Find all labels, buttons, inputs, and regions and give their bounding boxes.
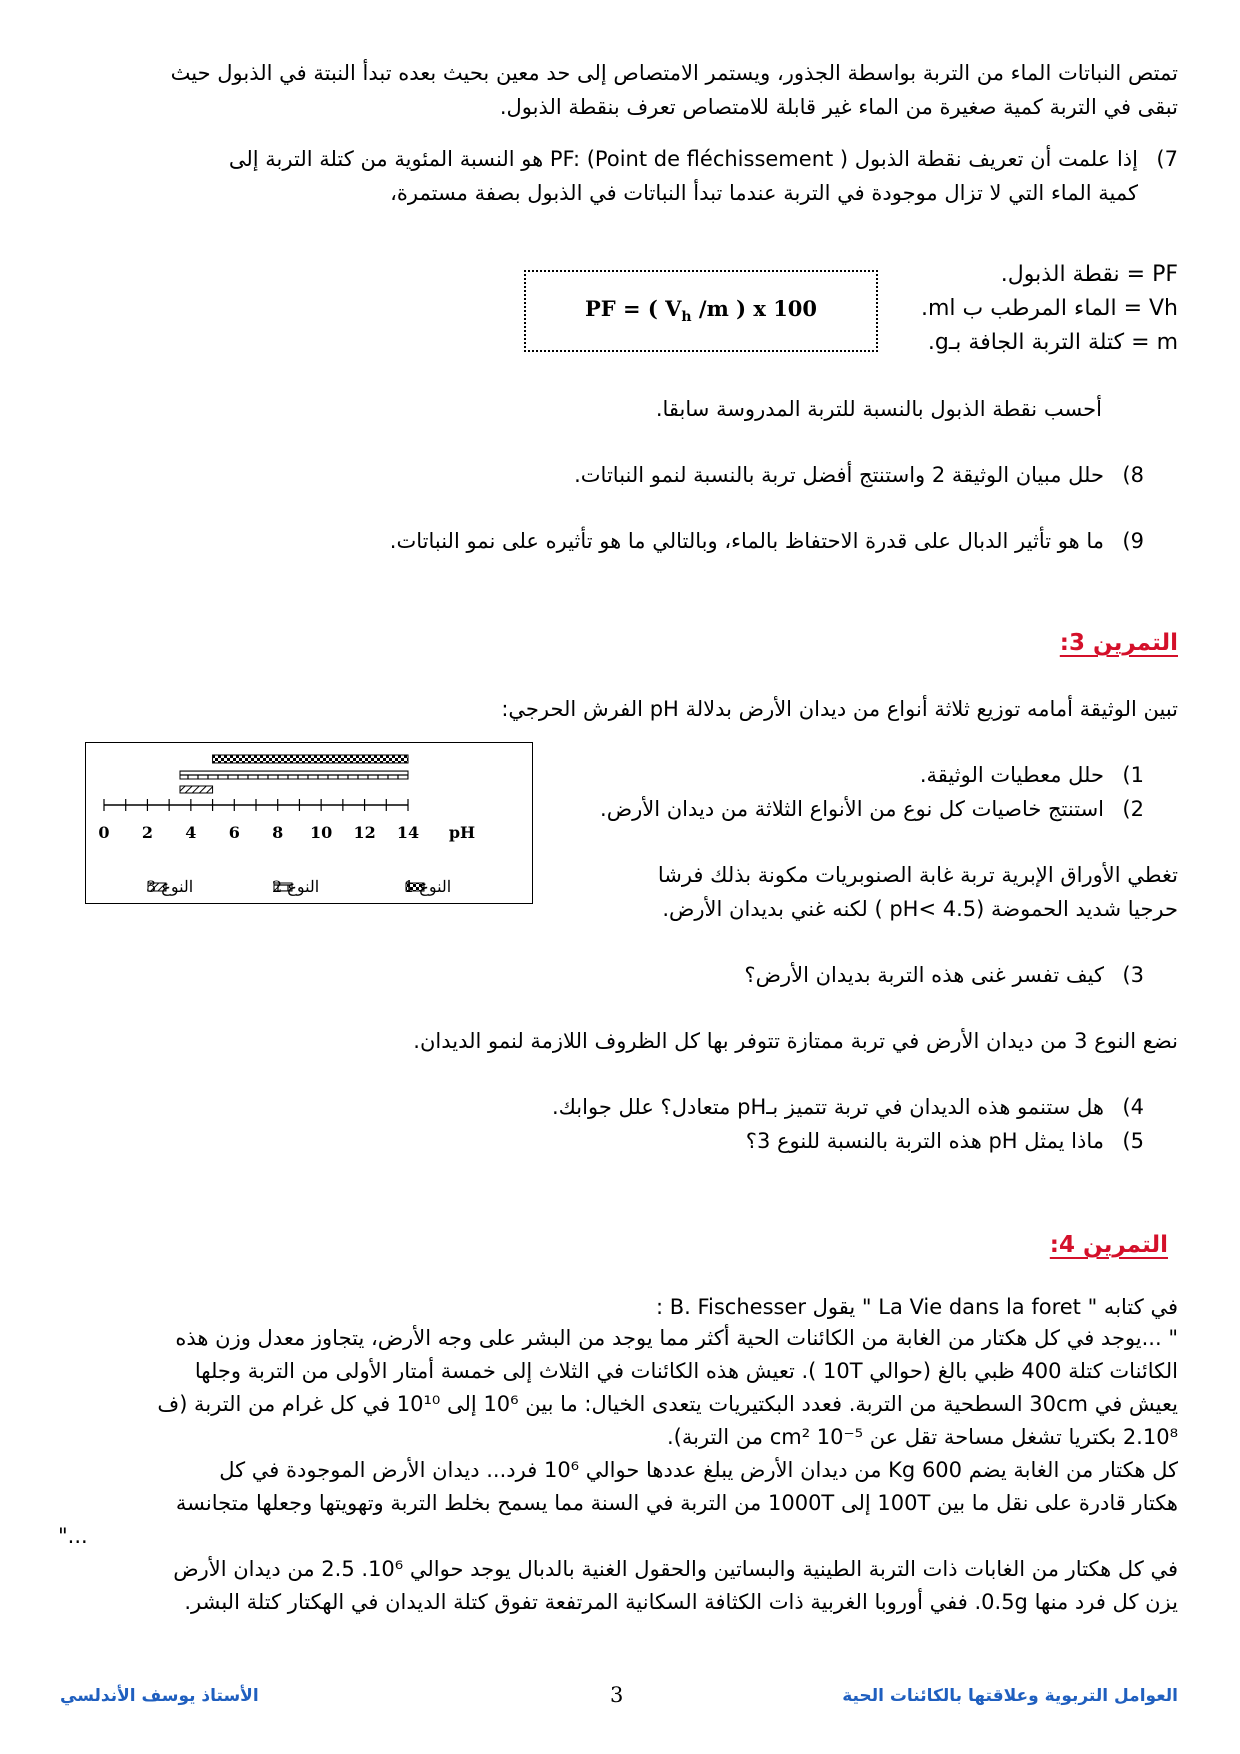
ph-tick-label: 12	[353, 823, 376, 842]
range-bar-type-2	[180, 771, 408, 779]
question-7	[48, 142, 1178, 210]
range-bar-type-1	[213, 755, 408, 763]
exercise-3-paragraph-1: تغطي الأوراق الإبرية تربة غابة الصنوبريات مكونة بذلك فرشا	[657, 863, 1178, 887]
ph-tick-label: 14	[396, 823, 420, 842]
ph-tick-label: 2	[141, 823, 153, 842]
exercise-3-question-3: 3)كيف تفسر غنى هذه التربة بديدان الأرض؟	[744, 963, 1144, 987]
footer-course-title: العوامل التربوية وعلاقتها بالكائنات الحية	[842, 1686, 1178, 1706]
intro-paragraph	[58, 56, 1178, 124]
ph-tick-label: 10	[310, 823, 333, 842]
range-bar-type-3	[180, 786, 213, 793]
quote-line-2: الكائنات كتلة 400 ظبي بالغ (حوالي 10T ). تعيش هذه الكائنات في الثلاث إلى خمسة أمتار الأولى من التربة وجلها	[194, 1359, 1178, 1383]
exercise-4-quote	[58, 1322, 1178, 1619]
ph-axis-label: pH	[448, 823, 476, 842]
exercise-3-question-1: 1)حلل معطيات الوثيقة.	[919, 763, 1144, 787]
intro-line-2: تبقى في التربة كمية صغيرة من الماء غير قابلة للامتصاص تعرف بنقطة الذبول.	[499, 95, 1178, 119]
quote-line-4: 2.10⁸ بكتريا تشغل مساحة تقل عن cm² 10⁻⁵ من التربة).	[666, 1425, 1178, 1449]
question-9: 9)ما هو تأثير الدبال على قدرة الاحتفاظ بالماء، وبالتالي ما هو تأثيره على نمو النباتات.	[389, 529, 1144, 553]
legend-label-type-2: النوع 2	[272, 877, 320, 896]
exercise-3-paragraph-2: حرجيا شديد الحموضة (pH< 4.5 ) لكنه غني بديدان الأرض.	[662, 897, 1178, 921]
page-number: 3	[610, 1683, 624, 1707]
quote-line-9: يزن كل فرد منها 0.5g. ففي أوروبا الغربية ذات الكثافة السكانية المرتفعة تفوق كتلة الديدان في الهكتار كتلة البشر.	[184, 1590, 1178, 1614]
compute-instruction: أحسب نقطة الذبول بالنسبة للتربة المدروسة سابقا.	[655, 397, 1102, 421]
formula-definitions	[848, 258, 1178, 360]
legend-label-type-3: النوع 3	[146, 877, 194, 896]
ph-tick-label: 6	[228, 823, 240, 842]
quote-line-8: في كل هكتار من الغابات ذات التربة الطينية والبساتين والحقول الغنية بالدبال يوجد حوالي 10⁶. 2.5 من ديدان الأرض	[173, 1557, 1178, 1581]
formula-box	[524, 270, 878, 352]
question-7-line-2: كمية الماء التي لا تزال موجودة في التربة عندما تبدأ النباتات في الذبول بصفة مستمرة،	[390, 181, 1138, 205]
ph-chart	[86, 743, 532, 903]
ph-tick-label: 8	[272, 823, 284, 842]
definition-m: m = كتلة التربة الجافة بـg.	[927, 330, 1178, 355]
footer-author: الأستاذ يوسف الأندلسي	[60, 1686, 259, 1706]
exercise-3-heading: التمرين 3:	[1059, 630, 1178, 656]
quote-line-5: كل هكتار من الغابة يضم 600 Kg من ديدان الأرض يبلغ عددها حوالي 10⁶ فرد... ديدان الأرض الموجودة في كل	[219, 1458, 1178, 1482]
definition-vh: Vh = الماء المرطب ب ml.	[920, 296, 1178, 321]
ph-tick-label: 0	[98, 823, 110, 842]
exercise-3-question-2: 2)استنتج خاصيات كل نوع من الأنواع الثلاثة من ديدان الأرض.	[600, 797, 1144, 821]
question-7-line-1: إذا علمت أن تعريف نقطة الذبول PF: (Point de fléchissement ) هو النسبة المئوية من كتلة التربة إلى	[228, 147, 1138, 171]
definition-pf: PF = نقطة الذبول.	[1000, 262, 1178, 287]
legend-label-type-1: النوع 1	[404, 877, 452, 896]
quote-line-1: " ...يوجد في كل هكتار من الغابة من الكائنات الحية أكثر مما يوجد من البشر على وجه الأرض، يتجاوز معدل وزن هذه	[175, 1326, 1178, 1350]
intro-line-1: تمتص النباتات الماء من التربة بواسطة الجذور، ويستمر الامتصاص إلى حد معين بحيث بعده تبدأ النبتة في الذبول حيث	[170, 61, 1178, 85]
formula: PF = ( $V_h$ /m ) x 100	[584, 296, 818, 326]
question-8: 8)حلل مبيان الوثيقة 2 واستنتج أفضل تربة بالنسبة لنمو النباتات.	[574, 463, 1144, 487]
ph-tick-label: 4	[185, 823, 197, 842]
quote-line-3: يعيش في 30cm السطحية من التربة. فعدد البكتيريات يتعدى الخيال: ما بين 10⁶ إلى 10¹⁰ في كل غرام من التربة (ف	[157, 1392, 1178, 1416]
exercise-4-heading: التمرين 4:	[1049, 1232, 1168, 1258]
exercise-3-paragraph-3: نضع النوع 3 من ديدان الأرض في تربة ممتازة تتوفر بها كل الظروف اللازمة لنمو الديدان.	[413, 1029, 1178, 1053]
exercise-3-question-5: 5)ماذا يمثل pH هذه التربة بالنسبة للنوع 3؟	[745, 1129, 1144, 1153]
ph-distribution-figure	[85, 742, 533, 904]
quote-line-7: ..."	[58, 1524, 88, 1548]
exercise-3-intro: تبين الوثيقة أمامه توزيع ثلاثة أنواع من ديدان الأرض بدلالة pH الفرش الحرجي:	[501, 697, 1178, 721]
exercise-4-intro: في كتابه " La Vie dans la foret " يقول B. Fischesser :	[655, 1295, 1178, 1319]
quote-line-6: هكتار قادرة على نقل ما بين 100T إلى 1000T من التربة في السنة مما يسمح بخلط التربة وتهويتها وجعلها متجانسة	[175, 1491, 1178, 1515]
exercise-3-question-4: 4)هل ستنمو هذه الديدان في تربة تتميز بـpH متعادل؟ علل جوابك.	[551, 1095, 1144, 1119]
question-number: 7)	[1156, 147, 1178, 171]
